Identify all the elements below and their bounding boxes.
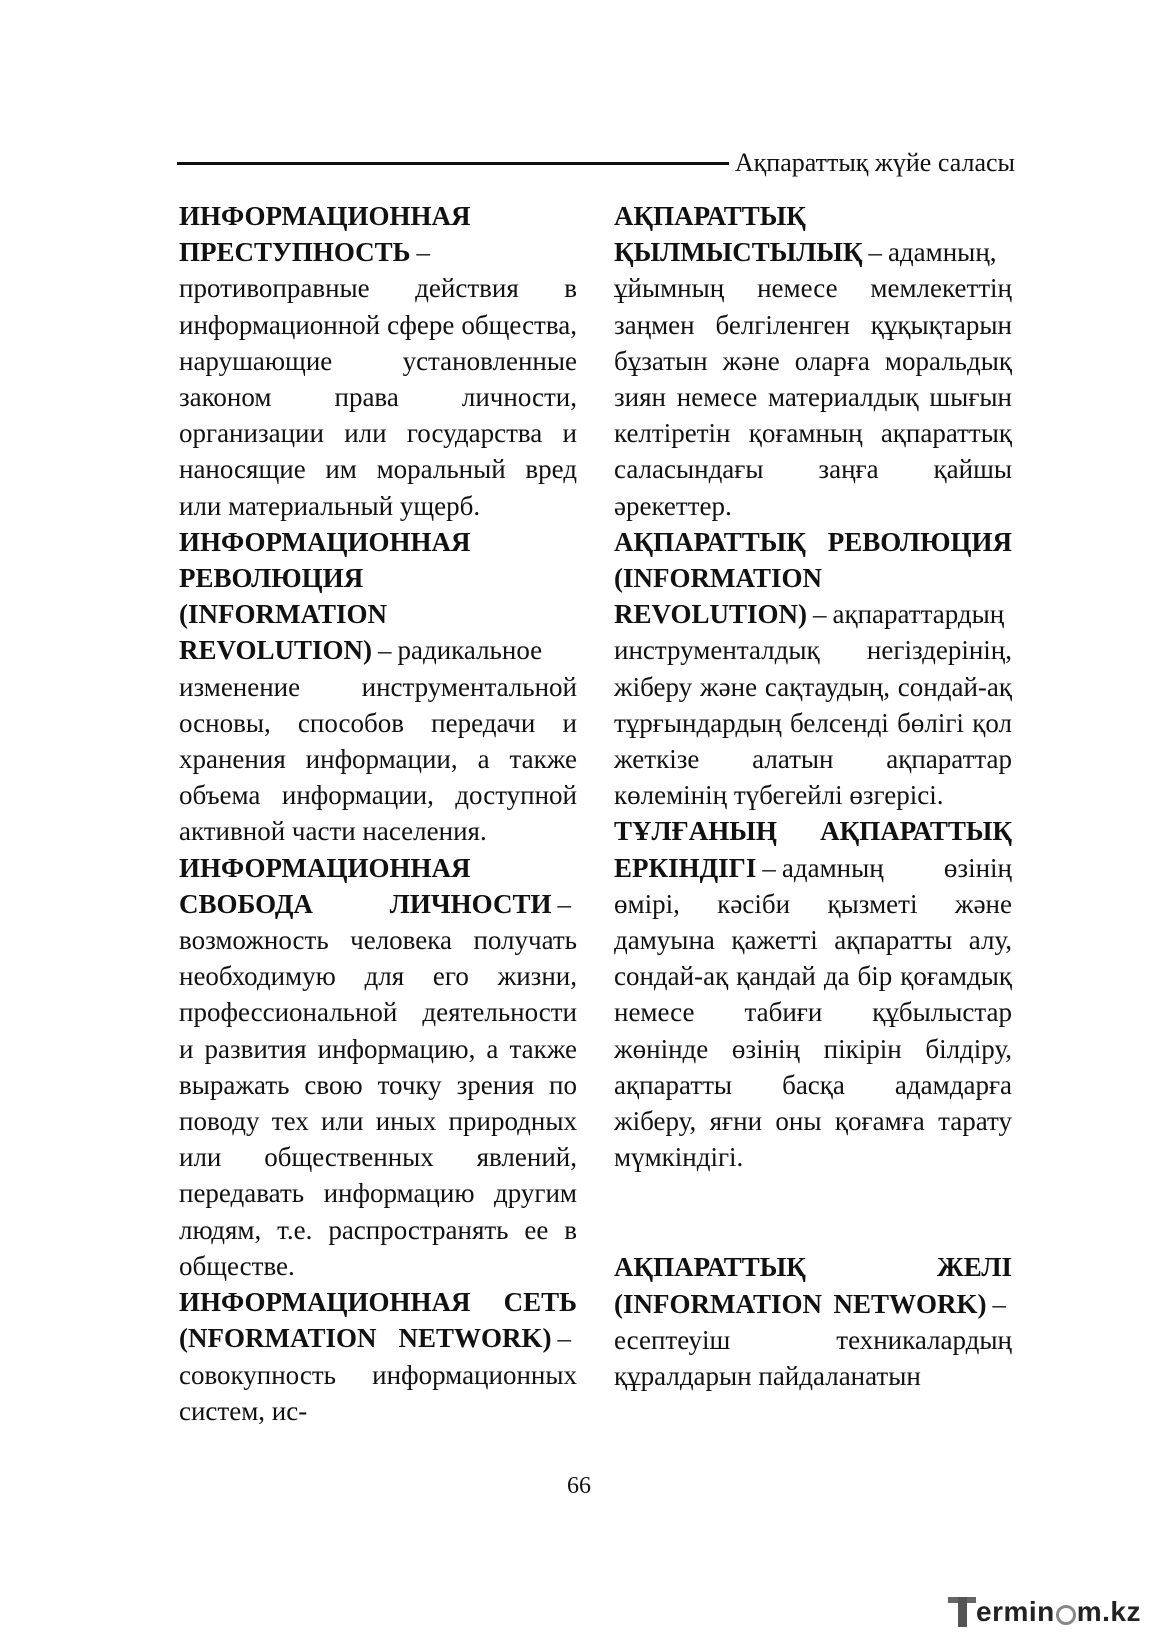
entry-term: АҚПАРАТТЫҚ ЖЕЛІ (INFORMATION NETWORK) [614,1252,1012,1319]
entry-term: ИНФОРМАЦИОННАЯ СВОБОДА ЛИЧНОСТИ [179,852,552,919]
entry-dash: – [377,635,392,666]
entry-right-2 [614,524,1012,814]
header-title: Ақпараттық жүйе саласы [734,148,1015,177]
entry-left-2 [179,524,577,850]
column-gap [614,1175,1012,1249]
running-header [177,145,1015,181]
entry-right-3 [614,813,1012,1175]
logo-ring-icon [1056,1605,1076,1625]
entry-dash: – [812,599,827,630]
entry-definition: ақпараттардың инструменталдық негіздерінің, жіберу және сақтаудың, сондай-ақ тұрғындардың белсенді бөлігі қол жеткізе алатын ақпараттар көлемінің түбегейлі өзгерісі. [614,599,1012,811]
entry-dash: – [416,237,431,268]
entry-term: ИНФОРМАЦИОННАЯ РЕВОЛЮЦИЯ (INFORMATION REVOLUTION) [179,526,471,666]
entry-dash: – [992,1288,1006,1319]
entry-left-3 [179,850,577,1284]
left-column [179,198,577,1429]
entry-definition: радикальное изменение инструментальной основы, способов передачи и хранения информации, а также объема информации, доступной активной части населения. [179,635,577,847]
entry-left-4 [179,1284,577,1429]
entry-right-1 [614,198,1012,524]
entry-dash: – [762,852,776,883]
entry-term: АҚПАРАТТЫҚ ҚЫЛМЫСТЫЛЫҚ [614,201,863,268]
header-rule [177,162,729,165]
entry-definition: возможность человека получать необходимую для его жизни, профессиональной деятельности и развития информацию, а также выражать свою точку зрения по поводу тех или иных природных или общественных явлений, передавать информацию другим людям, т.е. распространять ее в обществе. [179,925,577,1281]
entry-definition: адамның өзінің өмірі, кәсіби қызметі және дамуына қажетті ақпаратты алу, сондай-ақ қандай да бір қоғамдық немесе табиғи құбылыстар жөнінде өзінің пікірін білдіру, ақпаратты басқа адамдарға жіберу, яғни оны қоғамға тарату мүмкіндігі. [614,852,1012,1173]
entry-definition: противоправные действия в информационной сфере общества, нарушающие установленные законом права личности, организации или государства и наносящие им моральный вред или материальный ущерб. [179,273,577,521]
entry-dash: – [868,237,882,268]
entry-right-4 [614,1249,1012,1394]
entry-left-1 [179,198,577,524]
entry-dash: – [557,1323,571,1354]
entry-dash: – [557,888,571,919]
entry-definition: адамның, ұйымның немесе мемлекеттің заңмен белгіленген құқықтарын бұзатын және оларға моральдық зиян немесе материалдық шығын келтіретін қоғамның ақпараттық саласындағы заңға қайшы әрекеттер. [614,237,1012,521]
entry-term: ИНФОРМАЦИОННАЯ СЕТЬ (NFORMATION NETWORK) [179,1287,577,1354]
entry-term: ИНФОРМАЦИОННАЯ ПРЕСТУПНОСТЬ [179,201,471,268]
page-number: 66 [567,1473,591,1499]
logo-t-icon [948,1595,976,1629]
entry-definition: есептеуіш техникалардың құралдарын пайдаланатын [614,1324,1012,1392]
entry-definition: совокупность информационных систем, ис- [179,1359,577,1426]
entry-term: АҚПАРАТТЫҚ РЕВОЛЮЦИЯ (INFORMATION REVOLUTION) [614,526,1012,630]
termincom-logo[interactable] [948,1592,1141,1632]
logo-text-left: ermin [976,1596,1055,1627]
logo-text-right: m.kz [1076,1596,1141,1627]
right-column [614,198,1012,1394]
entry-term: ТҰЛҒАНЫҢ АҚПАРАТТЫҚ ЕРКІНДІГІ [614,816,1012,883]
